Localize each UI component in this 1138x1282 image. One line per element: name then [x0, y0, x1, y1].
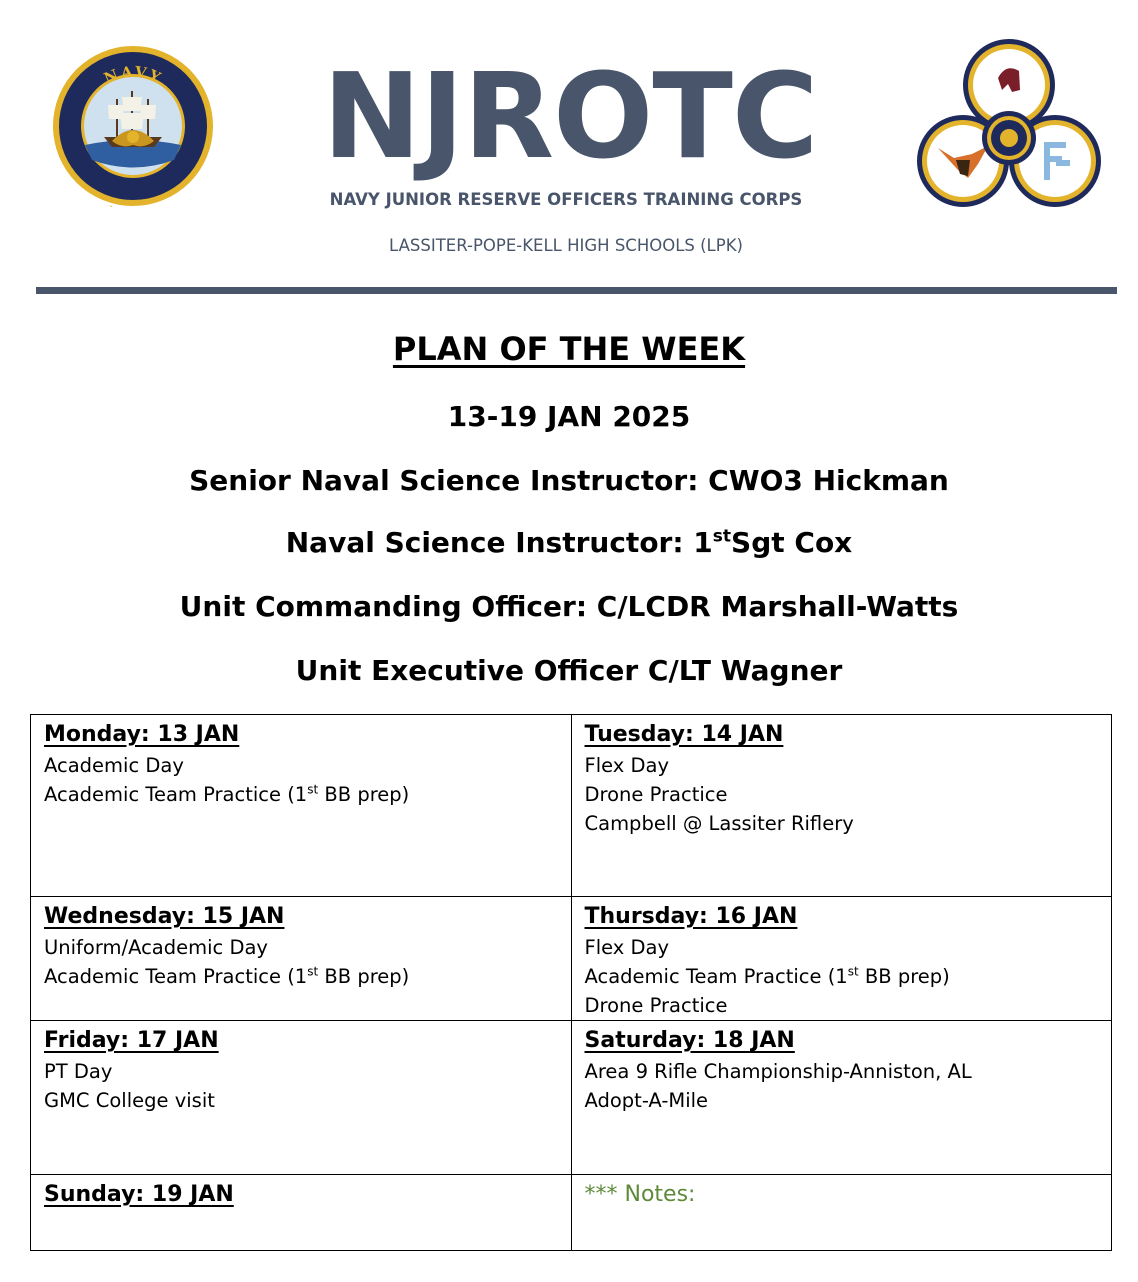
plan-title-text: PLAN OF THE WEEK [392, 330, 746, 368]
list-item-text: BB prep) [858, 965, 950, 988]
wednesday-cell [31, 897, 572, 1021]
notes-cell [571, 1175, 1112, 1251]
table-row [31, 1175, 1112, 1251]
list-item: Drone Practice [584, 783, 728, 806]
navy-jrotc-seal-icon [52, 45, 214, 207]
table-row [31, 1021, 1112, 1175]
list-item: Flex Day [584, 936, 670, 959]
list-item-text: Academic Team Practice (1 [44, 783, 308, 806]
sunday-heading: Sunday: 19 JAN [44, 1182, 234, 1207]
table-row [31, 897, 1112, 1021]
thursday-heading: Thursday: 16 JAN [584, 904, 798, 929]
corps-subtitle: NAVY JUNIOR RESERVE OFFICERS TRAINING CORPS [329, 190, 803, 209]
list-item [585, 962, 1100, 991]
table-row [31, 715, 1112, 897]
list-item: Uniform/Academic Day [44, 936, 268, 959]
notes-label: *** Notes: [584, 1182, 696, 1207]
friday-cell [31, 1021, 572, 1175]
seal-top-text: NAVY [101, 62, 165, 88]
brand-title: NJROTC [322, 47, 818, 185]
monday-cell [31, 715, 572, 897]
instructor-line-sup: st [712, 526, 732, 547]
friday-heading: Friday: 17 JAN [44, 1028, 219, 1053]
list-item: Academic Day [44, 754, 184, 777]
saturday-heading: Saturday: 18 JAN [584, 1028, 795, 1053]
list-item: Campbell @ Lassiter Riflery [584, 812, 854, 835]
list-item-sup: st [847, 964, 859, 979]
instructor-line-suffix: Sgt Cox [731, 526, 853, 559]
list-item-text: BB prep) [318, 965, 410, 988]
schools-subtitle: LASSITER-POPE-KELL HIGH SCHOOLS (LPK) [389, 236, 743, 255]
plan-title [0, 330, 1138, 368]
list-item: PT Day [44, 1060, 113, 1083]
unit-executive-officer-line: Unit Executive Officer C/LT Wagner [295, 654, 843, 687]
list-item: Flex Day [584, 754, 670, 777]
list-item-text: BB prep) [318, 783, 410, 806]
tuesday-cell [571, 715, 1112, 897]
senior-instructor-line: Senior Naval Science Instructor: CWO3 Hickman [189, 464, 949, 497]
list-item: Area 9 Rifle Championship-Anniston, AL [584, 1060, 972, 1083]
date-range: 13-19 JAN 2025 [447, 400, 691, 433]
list-item [44, 962, 559, 991]
list-item-sup: st [307, 964, 319, 979]
thursday-cell [571, 897, 1112, 1021]
sunday-cell [31, 1175, 572, 1251]
list-item: Adopt-A-Mile [584, 1089, 709, 1112]
wednesday-heading: Wednesday: 15 JAN [44, 904, 285, 929]
list-item-text: Academic Team Practice (1 [44, 965, 308, 988]
list-item: Drone Practice [584, 994, 728, 1017]
header-divider [36, 287, 1117, 294]
instructor-line [0, 526, 1138, 559]
instructor-line-prefix: Naval Science Instructor: 1 [285, 526, 713, 559]
saturday-cell [571, 1021, 1112, 1175]
list-item-text: Academic Team Practice (1 [584, 965, 848, 988]
unit-commanding-officer-line: Unit Commanding Officer: C/LCDR Marshall-Watts [179, 590, 959, 623]
list-item: GMC College visit [44, 1089, 215, 1112]
tuesday-heading: Tuesday: 14 JAN [584, 722, 784, 747]
list-item [44, 780, 559, 809]
monday-heading: Monday: 13 JAN [44, 722, 240, 747]
list-item-sup: st [307, 782, 319, 797]
weekly-schedule-table [30, 714, 1112, 1251]
lpk-school-emblem-icon [916, 38, 1102, 210]
